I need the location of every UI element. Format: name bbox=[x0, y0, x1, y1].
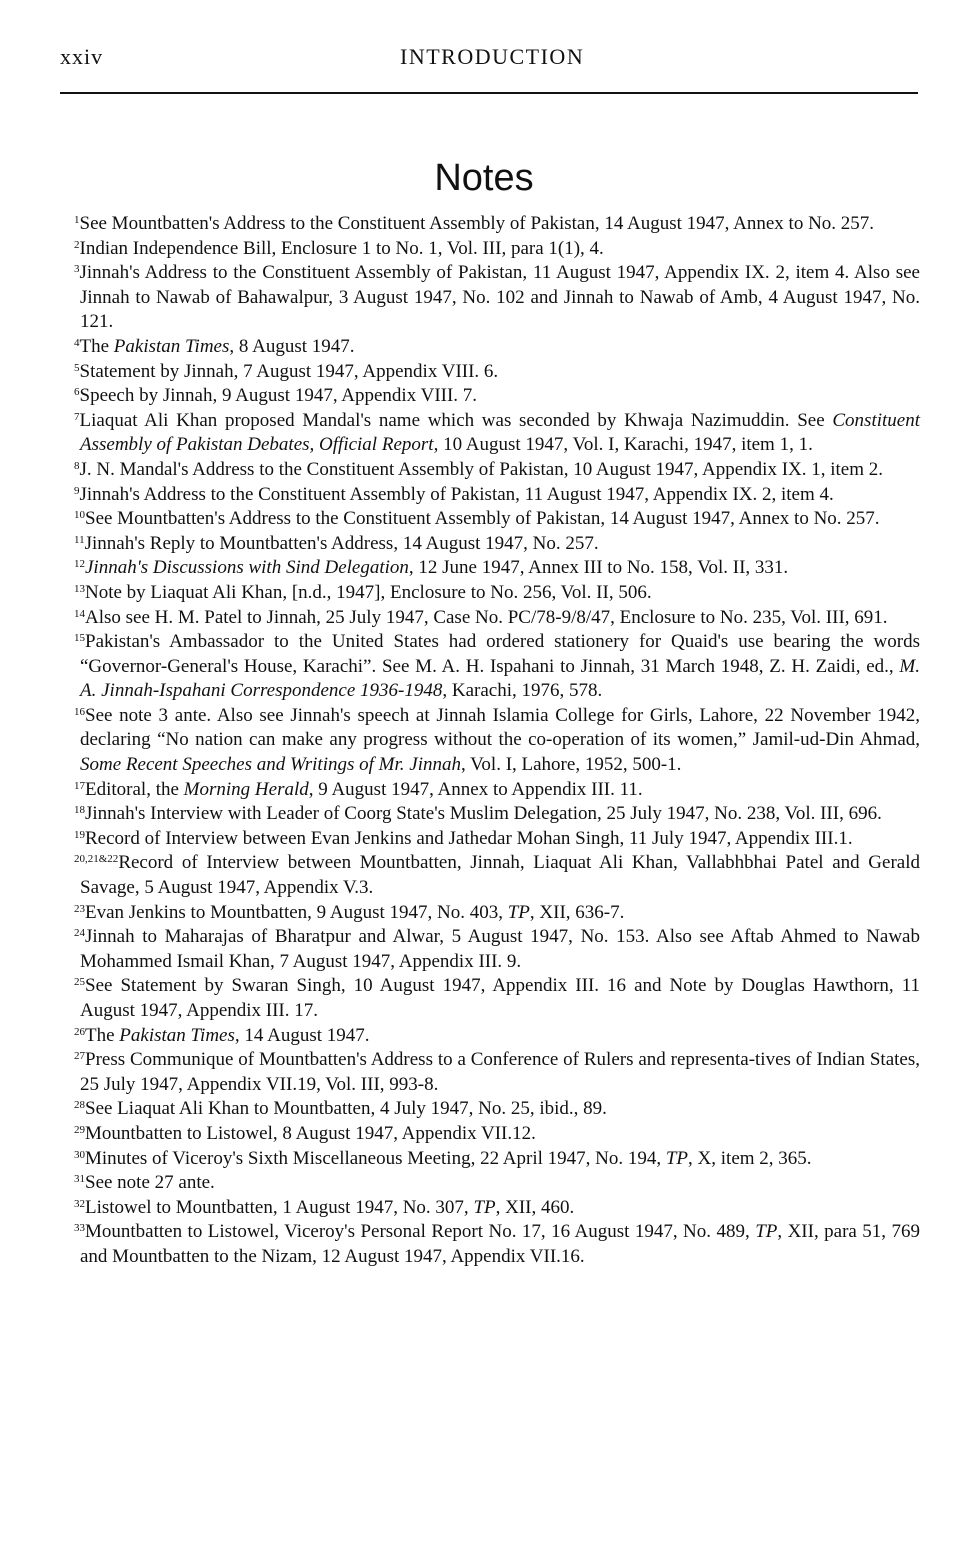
note-text: , 10 August 1947, Vol. I, Karachi, 1947, item 1, 1. bbox=[433, 434, 813, 456]
note-number: 5 bbox=[74, 361, 80, 374]
note-text: , 8 August 1947. bbox=[229, 335, 355, 357]
note-italic-text: M. A. Jinnah-Ispahani Correspondence 1936-1948 bbox=[80, 655, 920, 702]
note-text: See Mountbatten's Address to the Constituent Assembly of Pakistan, 14 August 1947, Annex to No. 257. bbox=[79, 213, 875, 234]
note-italic-text: Morning Herald bbox=[183, 778, 309, 800]
note-number: 10 bbox=[74, 509, 85, 522]
note-item bbox=[74, 827, 920, 852]
section-title: Notes bbox=[434, 157, 534, 200]
note-text: , 14 August 1947. bbox=[234, 1024, 370, 1046]
note-item bbox=[74, 556, 920, 581]
note-number: 24 bbox=[74, 927, 85, 940]
note-item bbox=[74, 483, 920, 508]
note-number: 2 bbox=[74, 238, 80, 251]
header-rule bbox=[60, 92, 918, 94]
note-number: 31 bbox=[74, 1173, 85, 1186]
note-italic-text: TP bbox=[473, 1196, 496, 1218]
note-item bbox=[74, 384, 920, 409]
note-text: , X, item 2, 365. bbox=[688, 1147, 812, 1169]
note-item bbox=[74, 704, 920, 778]
note-italic-text: Pakistan Times bbox=[113, 335, 230, 357]
note-item bbox=[74, 974, 920, 1023]
note-item bbox=[74, 458, 920, 483]
note-italic-text: Jinnah's Discussions with Sind Delegation bbox=[85, 557, 409, 579]
note-text: , XII, 460. bbox=[495, 1196, 575, 1218]
note-text: See Liaquat Ali Khan to Mountbatten, 4 July 1947, No. 25, ibid., 89. bbox=[85, 1098, 607, 1120]
note-text: Liaquat Ali Khan proposed Mandal's name which was seconded by Khwaja Nazimuddin. See bbox=[79, 409, 833, 431]
note-number: 6 bbox=[74, 386, 80, 399]
note-text: Editoral, the bbox=[85, 778, 184, 800]
note-text: , 12 June 1947, Annex III to No. 158, Vol. II, 331. bbox=[408, 557, 789, 579]
note-number: 26 bbox=[74, 1025, 85, 1038]
note-number: 11 bbox=[74, 533, 85, 546]
note-text: J. N. Mandal's Address to the Constituent Assembly of Pakistan, 10 August 1947, Appendix IX. 1, item 2. bbox=[79, 458, 884, 480]
note-number: 29 bbox=[74, 1123, 85, 1136]
note-number: 32 bbox=[74, 1197, 85, 1210]
note-number: 14 bbox=[74, 607, 85, 620]
note-item bbox=[74, 802, 920, 827]
note-item bbox=[74, 1196, 920, 1221]
note-item bbox=[74, 778, 920, 803]
note-text: , Vol. I, Lahore, 1952, 500-1. bbox=[460, 754, 682, 776]
note-number: 19 bbox=[74, 828, 85, 841]
note-text: Record of Interview between Mountbatten, Jinnah, Liaquat Ali Khan, Vallabhbhai Patel and Gerald Savage, 5 August 1947, Appendix V.3. bbox=[80, 852, 920, 899]
note-text: Jinnah's Address to the Constituent Assembly of Pakistan, 11 August 1947, Appendix IX. 2, item 4. Also see Jinnah to Nawab of Bahawalpur, 3 August 1947, No. 102 and Jinnah to Nawab of Amb, 4 August 1947, No. 121. bbox=[79, 262, 920, 333]
note-number: 13 bbox=[74, 582, 85, 595]
note-text: , XII, para 51, 769 and Mountbatten to the Nizam, 12 August 1947, Appendix VII.16. bbox=[80, 1221, 920, 1267]
notes-list bbox=[74, 212, 920, 1270]
note-number: 28 bbox=[74, 1099, 85, 1112]
note-number: 23 bbox=[74, 902, 85, 915]
note-item bbox=[74, 261, 920, 335]
running-title: INTRODUCTION bbox=[400, 44, 585, 69]
note-text: Mountbatten to Listowel, 8 August 1947, Appendix VII.12. bbox=[85, 1122, 536, 1144]
note-text: Also see H. M. Patel to Jinnah, 25 July 1947, Case No. PC/78-9/8/47, Enclosure to No. 235, Vol. III, 691. bbox=[85, 606, 888, 628]
note-italic-text: TP bbox=[665, 1147, 689, 1169]
note-italic-text: Constituent Assembly of Pakistan Debates, Official Report bbox=[80, 409, 920, 456]
note-item bbox=[74, 507, 920, 532]
note-item bbox=[74, 1147, 920, 1172]
note-text: Jinnah's Interview with Leader of Coorg State's Muslim Delegation, 25 July 1947, No. 238, Vol. III, 696. bbox=[85, 803, 882, 825]
note-item bbox=[74, 212, 920, 237]
note-text: Jinnah to Maharajas of Bharatpur and Alwar, 5 August 1947, No. 153. Also see Aftab Ahmed to Nawab Mohammed Ismail Khan, 7 August 1947, Appendix III. 9. bbox=[80, 926, 920, 972]
note-item bbox=[74, 237, 920, 262]
note-number: 1 bbox=[74, 214, 80, 226]
note-number: 33 bbox=[74, 1222, 85, 1235]
note-item bbox=[74, 360, 920, 385]
note-item bbox=[74, 925, 920, 974]
note-text: Pakistan's Ambassador to the United States had ordered stationery for Quaid's use bearing the words “Governor-General's House, Karachi”. See M. A. H. Ispahani to Jinnah, 31 March 1948, Z. H. Zaidi, ed., bbox=[80, 631, 920, 677]
note-text: Mountbatten to Listowel, Viceroy's Personal Report No. 17, 16 August 1947, No. 489, bbox=[85, 1221, 756, 1243]
note-text: Evan Jenkins to Mountbatten, 9 August 1947, No. 403, bbox=[85, 901, 508, 923]
note-text: Note by Liaquat Ali Khan, [n.d., 1947], Enclosure to No. 256, Vol. II, 506. bbox=[85, 581, 652, 603]
note-text: See Statement by Swaran Singh, 10 August 1947, Appendix III. 16 and Note by Douglas Hawthorn, 11 August 1947, Appendix III. 17. bbox=[80, 975, 920, 1021]
note-italic-text: TP bbox=[755, 1221, 778, 1243]
note-item bbox=[74, 1048, 920, 1097]
note-item bbox=[74, 851, 920, 900]
note-text: Press Communique of Mountbatten's Address to a Conference of Rulers and representa-tives of Indian States, 25 July 1947, Appendix VII.19, Vol. III, 993-8. bbox=[80, 1049, 920, 1095]
note-number: 27 bbox=[74, 1050, 85, 1063]
note-number: 3 bbox=[74, 263, 80, 276]
note-item bbox=[74, 335, 920, 360]
note-text: Minutes of Viceroy's Sixth Miscellaneous Meeting, 22 April 1947, No. 194, bbox=[85, 1147, 666, 1169]
note-text: Jinnah's Reply to Mountbatten's Address, 14 August 1947, No. 257. bbox=[84, 532, 599, 554]
note-item bbox=[74, 606, 920, 631]
note-item bbox=[74, 630, 920, 704]
note-number: 8 bbox=[74, 459, 80, 472]
note-number: 9 bbox=[74, 484, 80, 497]
note-text: Speech by Jinnah, 9 August 1947, Appendix VIII. 7. bbox=[79, 385, 478, 407]
note-number: 17 bbox=[74, 779, 85, 792]
note-item bbox=[74, 1171, 920, 1196]
note-text: , XII, 636-7. bbox=[529, 901, 625, 923]
note-text: Record of Interview between Evan Jenkins and Jathedar Mohan Singh, 11 July 1947, Appendix III.1. bbox=[85, 827, 853, 849]
note-item bbox=[74, 901, 920, 926]
note-text: See note 3 ante. Also see Jinnah's speech at Jinnah Islamia College for Girls, Lahore, 22 November 1942, declaring “No nation can make any progress without the co-operation of its women,” Jamil-ud-Din Ahmad, bbox=[80, 704, 920, 751]
note-number: 20,21&22 bbox=[74, 853, 119, 866]
note-item bbox=[74, 409, 920, 458]
note-item bbox=[74, 581, 920, 606]
note-italic-text: TP bbox=[507, 901, 530, 923]
note-item bbox=[74, 1122, 920, 1147]
note-number: 25 bbox=[74, 976, 85, 989]
note-text: Indian Independence Bill, Enclosure 1 to No. 1, Vol. III, para 1(1), 4. bbox=[79, 237, 604, 259]
note-text: Statement by Jinnah, 7 August 1947, Appendix VIII. 6. bbox=[79, 360, 499, 382]
note-text: The bbox=[79, 335, 114, 357]
note-item bbox=[74, 1097, 920, 1122]
note-text: , Karachi, 1976, 578. bbox=[442, 680, 603, 702]
note-text: See note 27 ante. bbox=[85, 1172, 215, 1194]
note-number: 7 bbox=[74, 410, 80, 423]
note-item bbox=[74, 532, 920, 557]
page-number: xxiv bbox=[60, 44, 104, 69]
note-number: 15 bbox=[74, 632, 85, 645]
note-text: See Mountbatten's Address to the Constituent Assembly of Pakistan, 14 August 1947, Annex to No. 257. bbox=[85, 508, 880, 530]
note-item bbox=[74, 1220, 920, 1269]
note-italic-text: Pakistan Times bbox=[119, 1024, 235, 1046]
note-text: , 9 August 1947, Annex to Appendix III. 11. bbox=[308, 778, 643, 800]
note-number: 18 bbox=[74, 804, 85, 817]
note-number: 16 bbox=[74, 705, 85, 718]
note-number: 12 bbox=[74, 558, 85, 571]
note-italic-text: Some Recent Speeches and Writings of Mr. Jinnah bbox=[80, 754, 461, 776]
note-number: 30 bbox=[74, 1148, 85, 1161]
note-text: Listowel to Mountbatten, 1 August 1947, No. 307, bbox=[85, 1196, 474, 1218]
running-head bbox=[60, 44, 918, 74]
note-text: The bbox=[85, 1024, 120, 1046]
note-text: Jinnah's Address to the Constituent Assembly of Pakistan, 11 August 1947, Appendix IX. 2, item 4. bbox=[79, 483, 834, 505]
note-item bbox=[74, 1024, 920, 1049]
note-number: 4 bbox=[74, 336, 80, 349]
